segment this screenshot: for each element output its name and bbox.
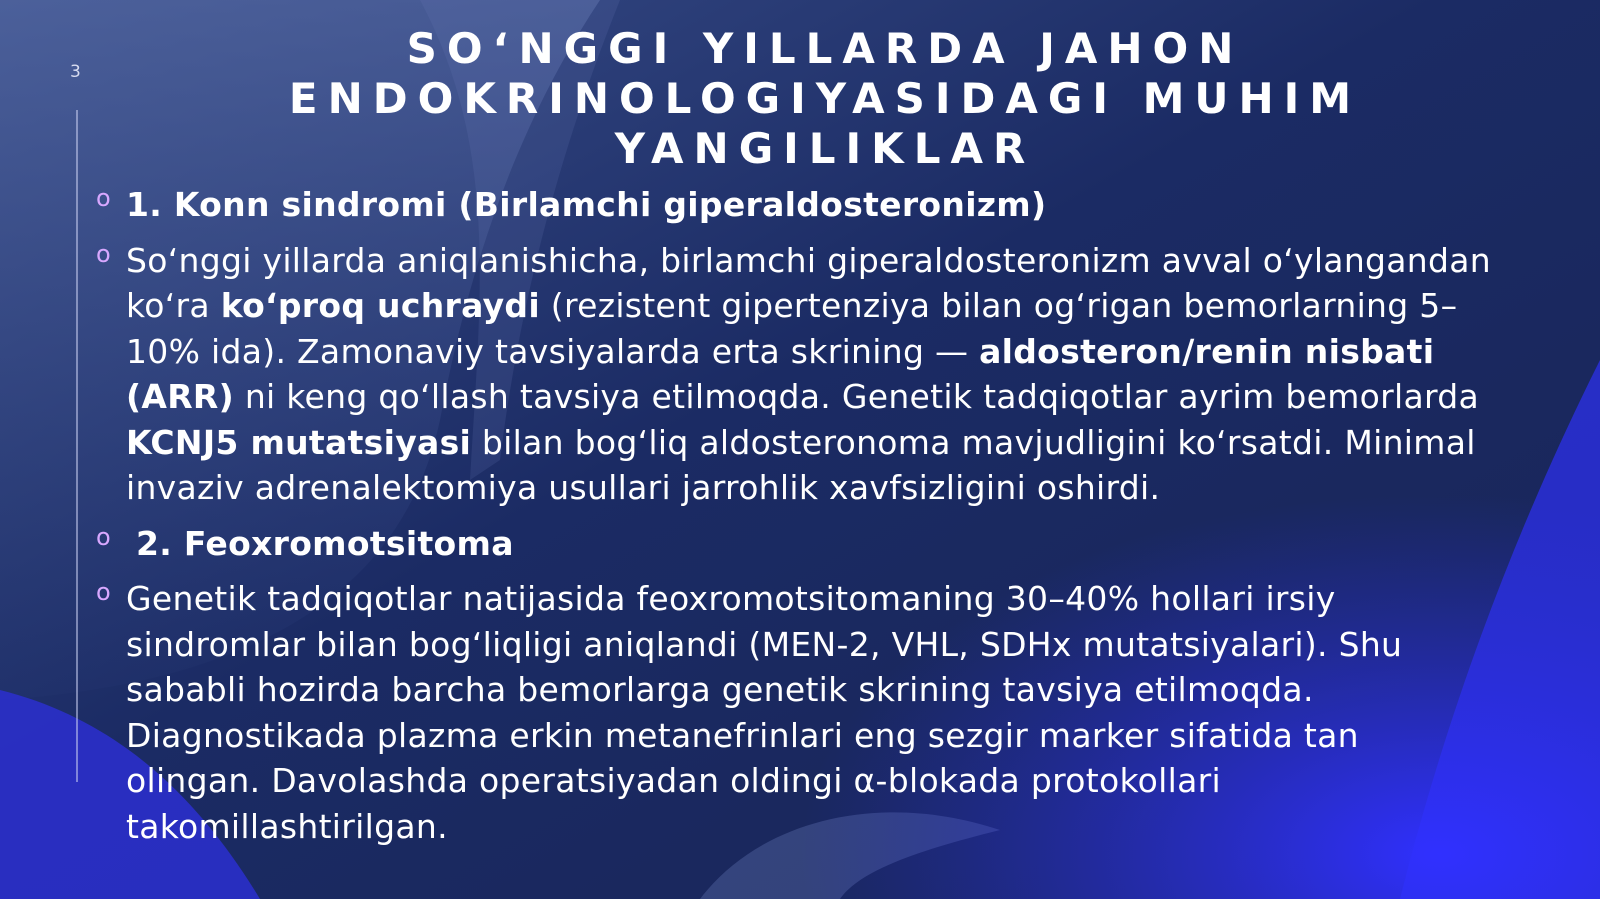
accent-divider: [76, 110, 78, 782]
bullet-icon: o: [96, 578, 111, 606]
list-item: [96, 182, 1496, 228]
list-item: [96, 238, 1496, 511]
section-heading: 1. Konn sindromi (Birlamchi giperaldosteronizm): [126, 185, 1047, 224]
emphasis-text: KCNJ5 mutatsiyasi: [126, 422, 472, 462]
slide-content: [96, 182, 1496, 859]
list-item: [96, 576, 1496, 849]
bullet-icon: o: [96, 239, 111, 268]
section-paragraph: [126, 238, 1496, 511]
bullet-icon: o: [96, 522, 111, 551]
bullet-icon: o: [96, 184, 111, 212]
paragraph-text: (rezistent gipertenziya bilan og‘rigan bemorlarning 5–10% ida). Zamonaviy tavsiyalarda erta skrining —: [126, 286, 1458, 371]
slide-title: SO‘NGGI YILLARDA JAHON ENDOKRINOLOGIYASIDAGI MUHIM YANGILIKLAR: [288, 24, 1362, 173]
paragraph-text: So‘nggi yillarda aniqlanishicha, birlamchi giperaldosteronizm avval o‘ylangandan ko‘ra: [126, 240, 1492, 325]
paragraph-text: ni keng qo‘llash tavsiya etilmoqda. Genetik tadqiqotlar ayrim bemorlarda: [234, 377, 1480, 416]
emphasis-text: ko‘proq uchraydi: [220, 286, 540, 325]
paragraph-text: bilan bog‘liq aldosteronoma mavjudligini ko‘rsatdi. Minimal invaziv adrenalektomiya usullari jarrohlik xavfsizligini oshirdi.: [126, 422, 1476, 507]
emphasis-text: aldosteron/renin nisbati (ARR): [126, 331, 1435, 416]
section-paragraph: Genetik tadqiqotlar natijasida feoxromotsitomaning 30–40% hollari irsiy sindromlar bilan bog‘liqligi aniqlandi (MEN-2, VHL, SDHx mutatsiyalari). Shu sababli hozirda barcha bemorlarga genetik skrining tavsiya etilmoqda. Diagnostikada plazma erkin metanefrinlari eng sezgir marker sifatida tan olingan. Davolashda operatsiyadan oldingi α-blokada protokollari takomillashtirilgan.: [126, 579, 1403, 846]
list-item: [96, 521, 1496, 567]
slide-number: 3: [70, 62, 81, 82]
section-heading: 2. Feoxromotsitoma: [136, 523, 514, 563]
